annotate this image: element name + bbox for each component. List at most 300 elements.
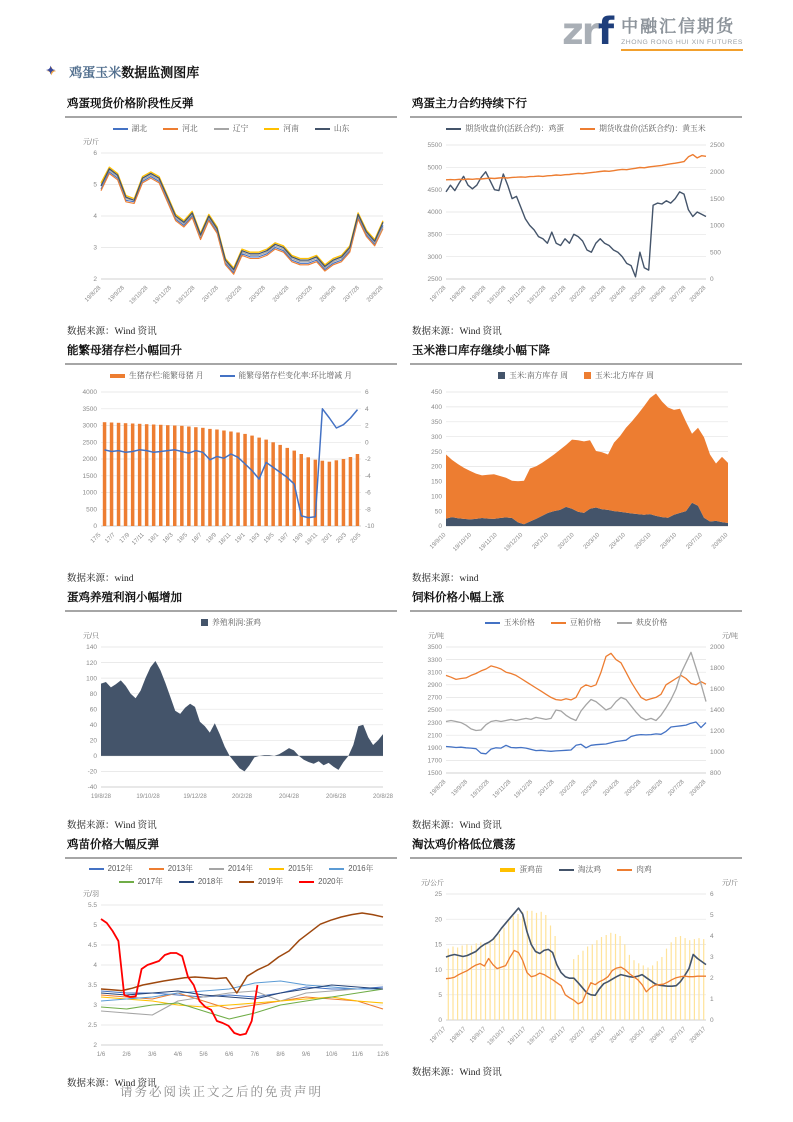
svg-text:6: 6 [710, 891, 714, 899]
svg-text:5: 5 [93, 181, 97, 189]
logo-mark-zr: zr [562, 10, 598, 53]
chart-egg-spot-price [65, 122, 397, 316]
svg-text:19/11/28: 19/11/28 [506, 285, 528, 306]
legend-label: 2015年 [288, 864, 314, 873]
legend-marker [446, 128, 461, 130]
legend-marker [119, 881, 134, 883]
legend-label: 玉米价格 [503, 618, 535, 627]
svg-text:20/2/28: 20/2/28 [231, 794, 253, 800]
svg-text:4/6: 4/6 [173, 1052, 183, 1058]
svg-text:10/6: 10/6 [325, 1052, 338, 1058]
section-title-rest: 数据监测图库 [121, 65, 200, 80]
legend-label: 能繁母猪存栏变化率:环比增减 月 [238, 371, 352, 380]
legend-item [201, 617, 261, 628]
legend-item [485, 617, 535, 628]
legend-marker [299, 881, 314, 883]
svg-text:20/6/28: 20/6/28 [645, 779, 665, 798]
svg-text:-4: -4 [365, 473, 371, 480]
legend-marker [500, 868, 515, 872]
chart-plot [410, 629, 740, 805]
chart-title: 蛋鸡养殖利润小幅增加 [65, 588, 397, 612]
legend-item [617, 864, 652, 875]
svg-text:20/1/28: 20/1/28 [549, 285, 568, 304]
svg-text:2: 2 [93, 276, 97, 284]
svg-text:20/1/28: 20/1/28 [537, 779, 556, 798]
svg-text:11/6: 11/6 [351, 1052, 364, 1058]
chart-block-chick-price [65, 835, 397, 1089]
svg-text:2000: 2000 [710, 644, 725, 652]
svg-text:1500: 1500 [710, 195, 725, 203]
chart-block-sow-inventory [65, 341, 397, 588]
svg-text:100: 100 [86, 675, 97, 683]
logo-name-en: ZHONG RONG HUI XIN FUTURES [621, 39, 743, 51]
legend-marker [264, 128, 279, 130]
chart-block-corn-port-inventory [410, 341, 742, 588]
section-bullet-icon: ✦ [46, 65, 56, 77]
svg-text:18/1: 18/1 [147, 532, 161, 545]
svg-text:1000: 1000 [710, 749, 725, 757]
svg-text:2300: 2300 [427, 719, 442, 727]
legend-marker [209, 868, 224, 870]
legend-item [209, 863, 253, 874]
svg-text:2900: 2900 [427, 682, 442, 689]
svg-text:17/9: 17/9 [118, 532, 132, 545]
svg-text:0: 0 [365, 439, 369, 447]
legend-item [551, 617, 601, 628]
svg-text:20/4/28: 20/4/28 [602, 779, 621, 798]
svg-text:19/8/28: 19/8/28 [429, 779, 448, 798]
legend-label: 肉鸡 [636, 865, 652, 874]
svg-text:0: 0 [710, 1017, 714, 1025]
legend-label: 豆粕价格 [569, 618, 602, 627]
svg-text:2500: 2500 [427, 276, 442, 284]
chart-block-feed-price [410, 588, 742, 835]
svg-text:40: 40 [89, 722, 97, 729]
svg-text:20/2/10: 20/2/10 [557, 532, 576, 551]
svg-text:19/11/10: 19/11/10 [478, 532, 499, 553]
svg-text:3500: 3500 [82, 406, 97, 413]
svg-text:6: 6 [365, 389, 369, 397]
svg-text:19/9/17: 19/9/17 [469, 1026, 488, 1045]
chart-plot [65, 887, 395, 1063]
legend-marker [617, 622, 632, 624]
chart-egg-futures [410, 122, 742, 316]
svg-text:15: 15 [434, 941, 442, 949]
svg-text:20/4/28: 20/4/28 [609, 285, 628, 304]
svg-text:80: 80 [89, 690, 97, 698]
chart-title: 能繁母猪存栏小幅回升 [65, 341, 397, 365]
svg-text:20/5: 20/5 [349, 532, 363, 545]
svg-text:3.5: 3.5 [87, 982, 97, 990]
chart-plot [410, 135, 740, 311]
svg-text:0: 0 [93, 523, 97, 531]
svg-text:19/12/28: 19/12/28 [175, 285, 197, 306]
chart-plot [65, 135, 395, 311]
svg-text:800: 800 [710, 770, 721, 778]
chart-legend [410, 122, 742, 135]
svg-text:20/4/10: 20/4/10 [608, 532, 627, 551]
svg-text:1500: 1500 [427, 770, 442, 778]
svg-text:-20: -20 [87, 768, 97, 776]
svg-text:2700: 2700 [427, 694, 442, 702]
legend-item [220, 370, 353, 381]
chart-legend [410, 369, 742, 382]
svg-text:5000: 5000 [427, 164, 442, 172]
svg-text:20/8/28: 20/8/28 [689, 285, 708, 304]
svg-text:元/羽: 元/羽 [83, 891, 99, 898]
svg-text:19/3: 19/3 [248, 532, 262, 545]
svg-text:19/9: 19/9 [292, 532, 305, 545]
svg-text:17/7: 17/7 [104, 532, 117, 545]
legend-marker [110, 374, 125, 378]
svg-text:19/12/28: 19/12/28 [513, 779, 535, 800]
legend-label: 2016年 [348, 864, 374, 873]
data-source: 数据来源：Wind 资讯 [412, 821, 502, 831]
data-source: 数据来源：Wind 资讯 [67, 327, 157, 337]
chart-chick-price [65, 863, 397, 1068]
svg-text:20/1: 20/1 [321, 532, 334, 545]
svg-text:120: 120 [86, 659, 97, 667]
svg-text:6/6: 6/6 [225, 1052, 234, 1058]
svg-text:20/5/28: 20/5/28 [295, 285, 314, 304]
svg-text:20/3/28: 20/3/28 [248, 285, 267, 304]
svg-text:-40: -40 [87, 784, 97, 792]
legend-label: 2018年 [197, 877, 223, 886]
svg-text:20/5/17: 20/5/17 [629, 1026, 648, 1045]
svg-text:元/公斤: 元/公斤 [421, 880, 444, 887]
svg-text:1000: 1000 [82, 489, 97, 497]
company-logo [562, 10, 743, 53]
svg-text:6: 6 [93, 150, 97, 158]
svg-text:20/7/28: 20/7/28 [342, 285, 361, 304]
svg-text:4: 4 [710, 933, 714, 941]
legend-item [113, 123, 148, 134]
chart-plot [410, 876, 740, 1052]
svg-text:19/10/28: 19/10/28 [486, 285, 508, 306]
svg-text:500: 500 [710, 249, 721, 257]
legend-item [498, 370, 568, 381]
svg-text:3/6: 3/6 [148, 1052, 157, 1058]
chart-block-culled-hen-price [410, 835, 742, 1082]
chart-sow-inventory [65, 369, 397, 563]
legend-marker [329, 868, 344, 870]
legend-marker [580, 128, 595, 130]
logo-mark-f: f [597, 10, 613, 53]
svg-text:1700: 1700 [427, 757, 442, 765]
svg-text:-8: -8 [365, 506, 371, 514]
svg-text:20/8/17: 20/8/17 [689, 1026, 708, 1045]
svg-text:4000: 4000 [427, 209, 442, 217]
svg-text:0: 0 [710, 276, 714, 284]
section-heading [46, 62, 199, 81]
section-title [69, 62, 199, 81]
svg-text:19/9/10: 19/9/10 [429, 532, 448, 551]
chart-legend [65, 369, 397, 382]
svg-text:20/6/28: 20/6/28 [319, 285, 338, 304]
legend-label: 淘汰鸡 [577, 865, 602, 874]
svg-text:-6: -6 [365, 489, 371, 497]
legend-marker [584, 372, 591, 379]
svg-text:19/12/28: 19/12/28 [183, 794, 207, 800]
svg-text:20/5/10: 20/5/10 [634, 532, 653, 551]
svg-text:3000: 3000 [427, 253, 442, 261]
svg-text:19/11: 19/11 [304, 532, 320, 547]
svg-text:1900: 1900 [427, 745, 442, 752]
data-source: 数据来源：wind [67, 574, 134, 584]
svg-text:19/10/28: 19/10/28 [136, 794, 160, 800]
svg-text:20/6/28: 20/6/28 [649, 285, 668, 304]
legend-label: 河北 [182, 124, 198, 133]
svg-text:2000: 2000 [82, 456, 97, 464]
svg-text:60: 60 [89, 706, 97, 714]
svg-text:1600: 1600 [710, 686, 725, 694]
legend-item [239, 876, 283, 887]
legend-marker [559, 869, 574, 871]
svg-text:2000: 2000 [710, 169, 725, 176]
legend-marker [214, 128, 229, 130]
legend-label: 2017年 [137, 877, 163, 886]
svg-text:0: 0 [93, 753, 97, 761]
chart-block-egg-spot-price [65, 94, 397, 341]
legend-item [446, 123, 564, 134]
legend-label: 湖北 [131, 124, 148, 133]
legend-marker [163, 128, 178, 130]
svg-text:1/6: 1/6 [96, 1052, 106, 1058]
chart-title: 鸡蛋主力合约持续下行 [410, 94, 742, 118]
svg-text:3500: 3500 [427, 231, 442, 239]
legend-item [214, 123, 249, 134]
svg-text:19/12/28: 19/12/28 [526, 285, 548, 306]
svg-text:0: 0 [438, 1017, 442, 1025]
svg-text:19/7: 19/7 [277, 532, 291, 545]
legend-item [264, 123, 299, 134]
svg-text:20/8/28: 20/8/28 [366, 285, 385, 304]
chart-title: 饲料价格小幅上涨 [410, 588, 742, 612]
svg-text:3000: 3000 [82, 422, 97, 430]
svg-text:3: 3 [710, 954, 714, 962]
legend-item [315, 123, 350, 134]
chart-title: 鸡蛋现货价格阶段性反弹 [65, 94, 397, 118]
legend-marker [551, 622, 566, 624]
svg-text:8/6: 8/6 [276, 1052, 285, 1058]
svg-text:19/1: 19/1 [234, 532, 247, 545]
legend-label: 麸皮价格 [636, 618, 668, 627]
svg-text:400: 400 [431, 404, 442, 412]
svg-text:20/2/28: 20/2/28 [559, 779, 578, 798]
svg-text:20/4/28: 20/4/28 [278, 794, 300, 800]
svg-text:4: 4 [93, 962, 97, 970]
legend-label: 2020年 [318, 877, 344, 886]
svg-text:20: 20 [89, 737, 97, 745]
svg-text:450: 450 [431, 389, 442, 397]
svg-text:20: 20 [434, 916, 442, 924]
svg-text:19/10/10: 19/10/10 [452, 532, 474, 553]
svg-text:1: 1 [710, 996, 714, 1004]
svg-text:300: 300 [431, 433, 442, 441]
svg-text:19/8/17: 19/8/17 [449, 1026, 468, 1045]
svg-text:3500: 3500 [427, 644, 442, 652]
legend-label: 2014年 [227, 864, 254, 873]
legend-item [269, 863, 313, 874]
legend-item [119, 876, 163, 887]
svg-text:20/7/28: 20/7/28 [669, 285, 688, 304]
svg-text:2.5: 2.5 [87, 1022, 97, 1030]
data-source: 数据来源：Wind 资讯 [412, 327, 502, 337]
svg-text:19/10/28: 19/10/28 [128, 285, 150, 306]
svg-text:2100: 2100 [427, 732, 442, 740]
svg-text:元/只: 元/只 [83, 633, 99, 640]
svg-text:20/1/28: 20/1/28 [201, 285, 220, 304]
svg-text:5500: 5500 [427, 142, 442, 150]
svg-text:4500: 4500 [427, 186, 442, 194]
legend-label: 2019年 [258, 877, 284, 886]
svg-text:5: 5 [710, 912, 714, 920]
svg-text:元/吨: 元/吨 [428, 633, 444, 640]
svg-text:5.5: 5.5 [87, 902, 97, 910]
svg-text:3100: 3100 [427, 669, 442, 677]
svg-text:20/7/17: 20/7/17 [669, 1026, 688, 1045]
chart-plot [65, 629, 395, 805]
svg-text:5: 5 [438, 992, 442, 999]
svg-text:20/8/28: 20/8/28 [372, 794, 394, 800]
svg-text:20/3/28: 20/3/28 [580, 779, 600, 798]
chart-legend [65, 616, 397, 629]
chart-legend [410, 863, 742, 876]
legend-item [559, 864, 601, 875]
svg-text:20/3: 20/3 [335, 532, 349, 545]
svg-text:2: 2 [93, 1042, 97, 1050]
svg-text:20/5/28: 20/5/28 [629, 285, 648, 304]
legend-label: 玉米:北方库存 周 [595, 371, 654, 380]
svg-text:20/2/28: 20/2/28 [569, 285, 588, 304]
legend-marker [89, 868, 104, 870]
svg-text:4: 4 [365, 405, 369, 413]
svg-text:4000: 4000 [82, 389, 97, 397]
svg-text:2500: 2500 [427, 707, 442, 715]
legend-marker [220, 375, 235, 377]
svg-text:10: 10 [434, 966, 442, 974]
svg-text:20/8/10: 20/8/10 [711, 532, 730, 551]
legend-marker [617, 869, 632, 871]
svg-text:4.5: 4.5 [87, 942, 97, 950]
svg-text:19/9/28: 19/9/28 [450, 779, 470, 798]
chart-title: 淘汰鸡价格低位震荡 [410, 835, 742, 859]
legend-label: 期货收盘价(活跃合约)：鸡蛋 [465, 124, 565, 133]
svg-text:19/8/28: 19/8/28 [449, 285, 468, 304]
svg-text:20/3/17: 20/3/17 [589, 1026, 608, 1045]
chart-grid [65, 94, 750, 1089]
legend-marker [239, 881, 254, 883]
svg-text:19/11/28: 19/11/28 [491, 779, 513, 800]
svg-text:1500: 1500 [82, 473, 97, 480]
chart-corn-port-inventory [410, 369, 742, 563]
legend-marker [113, 128, 128, 130]
legend-label: 蛋鸡苗 [519, 865, 543, 874]
legend-item [329, 863, 373, 874]
legend-label: 期货收盘价(活跃合约)：黄玉米 [599, 124, 706, 133]
chart-legend [65, 122, 397, 135]
logo-name-cn: 中融汇信期货 [621, 17, 736, 36]
svg-text:-2: -2 [365, 456, 371, 464]
svg-text:17/11: 17/11 [131, 532, 146, 547]
svg-text:19/9/28: 19/9/28 [107, 285, 126, 304]
svg-text:2: 2 [365, 422, 369, 430]
legend-marker [315, 128, 330, 130]
chart-hen-profit [65, 616, 397, 810]
data-source: 数据来源：wind [412, 574, 479, 584]
legend-label: 养殖利润:蛋鸡 [212, 618, 261, 627]
svg-text:19/9/28: 19/9/28 [469, 285, 488, 304]
svg-text:19/11/28: 19/11/28 [152, 285, 173, 306]
svg-text:19/7/28: 19/7/28 [429, 285, 448, 304]
svg-text:9/6: 9/6 [301, 1052, 311, 1058]
svg-text:17/5: 17/5 [89, 532, 103, 545]
svg-text:25: 25 [434, 891, 442, 899]
chart-block-egg-futures [410, 94, 742, 341]
legend-label: 2013年 [167, 864, 193, 873]
svg-text:-10: -10 [365, 523, 375, 531]
svg-text:20/8/28: 20/8/28 [689, 779, 708, 798]
svg-text:250: 250 [431, 448, 442, 456]
svg-text:150: 150 [431, 478, 442, 486]
legend-label: 河南 [283, 124, 299, 133]
svg-text:20/3/10: 20/3/10 [582, 532, 602, 551]
chart-block-hen-profit [65, 588, 397, 835]
svg-text:20/2/17: 20/2/17 [569, 1026, 588, 1045]
svg-text:12/6: 12/6 [377, 1052, 389, 1058]
chart-legend [65, 863, 397, 887]
svg-text:1000: 1000 [710, 222, 725, 230]
svg-text:20/6/10: 20/6/10 [659, 532, 679, 551]
chart-plot [410, 382, 740, 558]
legend-marker [149, 868, 164, 870]
legend-item [580, 123, 706, 134]
svg-text:1200: 1200 [710, 728, 725, 736]
chart-plot [65, 382, 395, 558]
svg-text:4: 4 [93, 213, 97, 221]
svg-text:500: 500 [86, 506, 97, 514]
chart-title: 玉米港口库存继续小幅下降 [410, 341, 742, 365]
legend-label: 辽宁 [232, 124, 249, 133]
legend-item [179, 876, 223, 887]
svg-text:140: 140 [86, 644, 97, 652]
svg-text:18/11: 18/11 [217, 532, 233, 547]
svg-text:2: 2 [710, 975, 714, 983]
svg-text:20/1/17: 20/1/17 [549, 1026, 568, 1045]
svg-text:2500: 2500 [82, 439, 97, 447]
svg-text:19/11/17: 19/11/17 [506, 1026, 528, 1047]
legend-label: 2012年 [107, 864, 133, 873]
svg-text:19/7/17: 19/7/17 [429, 1026, 448, 1045]
data-source: 数据来源：Wind 资讯 [67, 1079, 157, 1089]
svg-text:18/9: 18/9 [205, 532, 219, 545]
legend-item [500, 864, 542, 875]
svg-text:7/6: 7/6 [250, 1052, 259, 1058]
legend-marker [498, 372, 505, 379]
svg-text:350: 350 [431, 419, 442, 426]
svg-text:元/斤: 元/斤 [83, 139, 99, 146]
svg-text:元/吨: 元/吨 [722, 633, 738, 640]
logo-mark [562, 10, 613, 53]
svg-text:19/8/28: 19/8/28 [84, 285, 103, 304]
disclaimer-footer: 请务必阅读正文之后的免责声明 [120, 1085, 324, 1099]
svg-text:1400: 1400 [710, 707, 725, 715]
section-title-highlight: 鸡蛋玉米 [69, 65, 122, 80]
svg-text:20/2/28: 20/2/28 [225, 285, 244, 304]
legend-item [89, 863, 133, 874]
legend-item [617, 617, 667, 628]
svg-text:20/7/10: 20/7/10 [685, 532, 704, 551]
